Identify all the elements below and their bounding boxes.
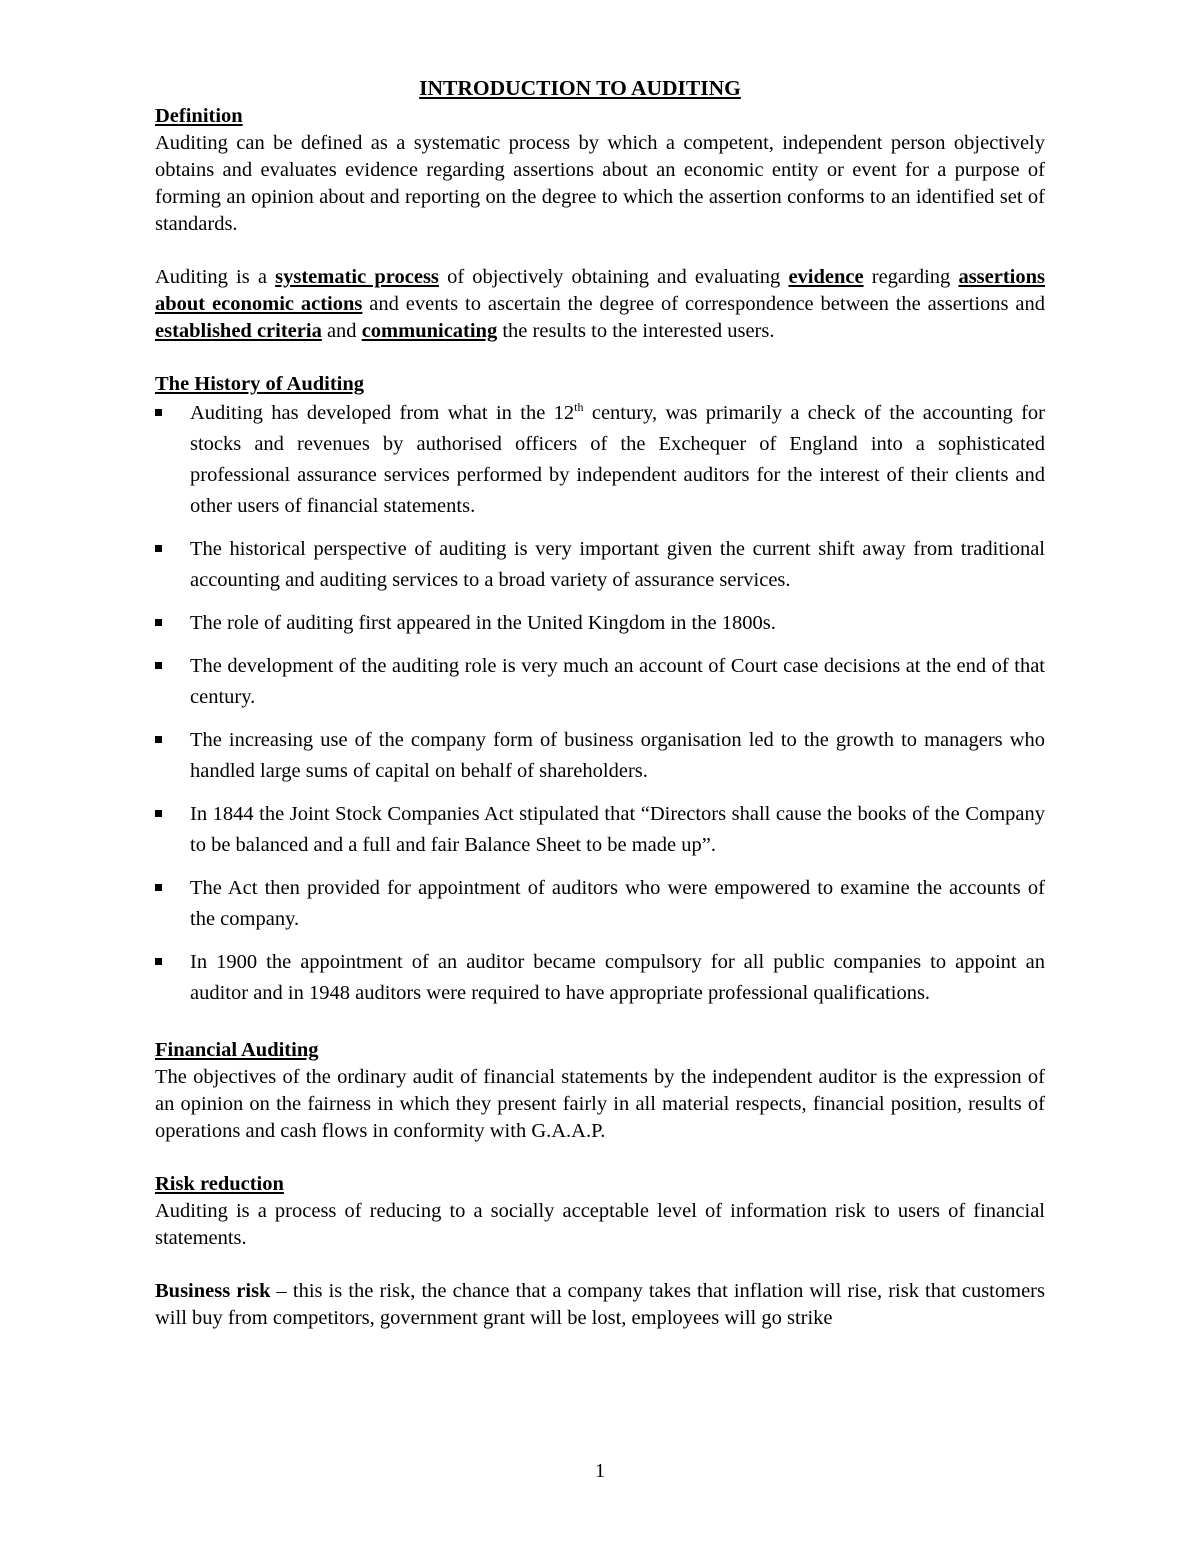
financial-auditing-heading: Financial Auditing: [155, 1039, 319, 1061]
page-number: 1: [595, 1460, 605, 1482]
text-run: Auditing has developed from what in the 12: [190, 402, 575, 424]
list-item-text: In 1844 the Joint Stock Companies Act stipulated that “Directors shall cause the books of the Company to be balanced and a full and fair Balance Sheet to be made up”.: [190, 803, 1045, 856]
text-run: of objectively obtaining and evaluating: [438, 266, 789, 288]
superscript: th: [574, 400, 584, 415]
keyword-communicating: communicating: [361, 320, 498, 342]
text-run: and events to ascertain the degree of correspondence between the assertions and: [362, 293, 1045, 315]
history-heading: The History of Auditing: [155, 373, 365, 395]
page-content: [155, 76, 1045, 1332]
auditing-definition-paragraph: [155, 264, 1045, 345]
list-item: [155, 534, 1045, 596]
list-item: [155, 608, 1045, 639]
list-item: [155, 398, 1045, 522]
square-bullet-icon: [155, 810, 162, 817]
text-run: Auditing is a: [155, 266, 276, 288]
definition-paragraph: Auditing can be defined as a systematic process by which a competent, independent person objectively obtains and evaluates evidence regarding assertions about an economic entity or event for a purpose of forming an opinion about and reporting on the degree to which the assertion conforms to an identified set of standards.: [155, 132, 1045, 235]
text-run: and: [321, 320, 362, 342]
list-item-text: In 1900 the appointment of an auditor became compulsory for all public companies to appoint an auditor and in 1948 auditors were required to have appropriate professional qualifications.: [190, 951, 1045, 1004]
keyword-assertions: assertions about economic actions: [155, 266, 1046, 315]
risk-reduction-paragraph: Auditing is a process of reducing to a socially acceptable level of information risk to users of financial statements.: [155, 1200, 1045, 1249]
list-item-text: The Act then provided for appointment of auditors who were empowered to examine the accounts of the company.: [190, 877, 1045, 930]
square-bullet-icon: [155, 619, 162, 626]
list-item: [155, 799, 1045, 861]
business-risk-paragraph: [155, 1278, 1045, 1332]
square-bullet-icon: [155, 545, 162, 552]
definition-heading: Definition: [155, 105, 243, 127]
square-bullet-icon: [155, 662, 162, 669]
list-item-text: The development of the auditing role is very much an account of Court case decisions at the end of that century.: [190, 655, 1045, 708]
business-risk-label: Business risk: [155, 1280, 271, 1302]
list-item-text: The increasing use of the company form of business organisation led to the growth to managers who handled large sums of capital on behalf of shareholders.: [190, 729, 1045, 782]
list-item-text: The role of auditing first appeared in the United Kingdom in the 1800s.: [190, 612, 776, 634]
keyword-evidence: evidence: [788, 266, 864, 288]
keyword-established-criteria: established criteria: [155, 320, 322, 342]
list-item: [155, 651, 1045, 713]
square-bullet-icon: [155, 884, 162, 891]
keyword-systematic-process: systematic process: [275, 266, 439, 288]
text-run: century, was primarily a check of the accounting for stocks and revenues by authorised officers of the Exchequer of England into a sophisticated professional assurance services performed by independent auditors for the interest of their clients and other users of financial statements.: [190, 402, 1045, 517]
square-bullet-icon: [155, 736, 162, 743]
list-item-text: The historical perspective of auditing is very important given the current shift away from traditional accounting and auditing services to a broad variety of assurance services.: [190, 538, 1045, 591]
financial-auditing-paragraph: The objectives of the ordinary audit of financial statements by the independent auditor is the expression of an opinion on the fairness in which they present fairly in all material respects, financial position, results of operations and cash flows in conformity with G.A.A.P.: [155, 1066, 1045, 1142]
list-item: [155, 873, 1045, 935]
square-bullet-icon: [155, 958, 162, 965]
history-bullet-list: [155, 398, 1045, 1009]
text-run: the results to the interested users.: [497, 320, 775, 342]
square-bullet-icon: [155, 409, 162, 416]
text-run: regarding: [863, 266, 959, 288]
risk-reduction-heading: Risk reduction: [155, 1173, 284, 1195]
list-item: [155, 947, 1045, 1009]
page-title: INTRODUCTION TO AUDITING: [419, 76, 741, 100]
business-risk-text: – this is the risk, the chance that a company takes that inflation will rise, risk that customers will buy from competitors, government grant will be lost, employees will go strike: [155, 1280, 1045, 1329]
list-item: [155, 725, 1045, 787]
